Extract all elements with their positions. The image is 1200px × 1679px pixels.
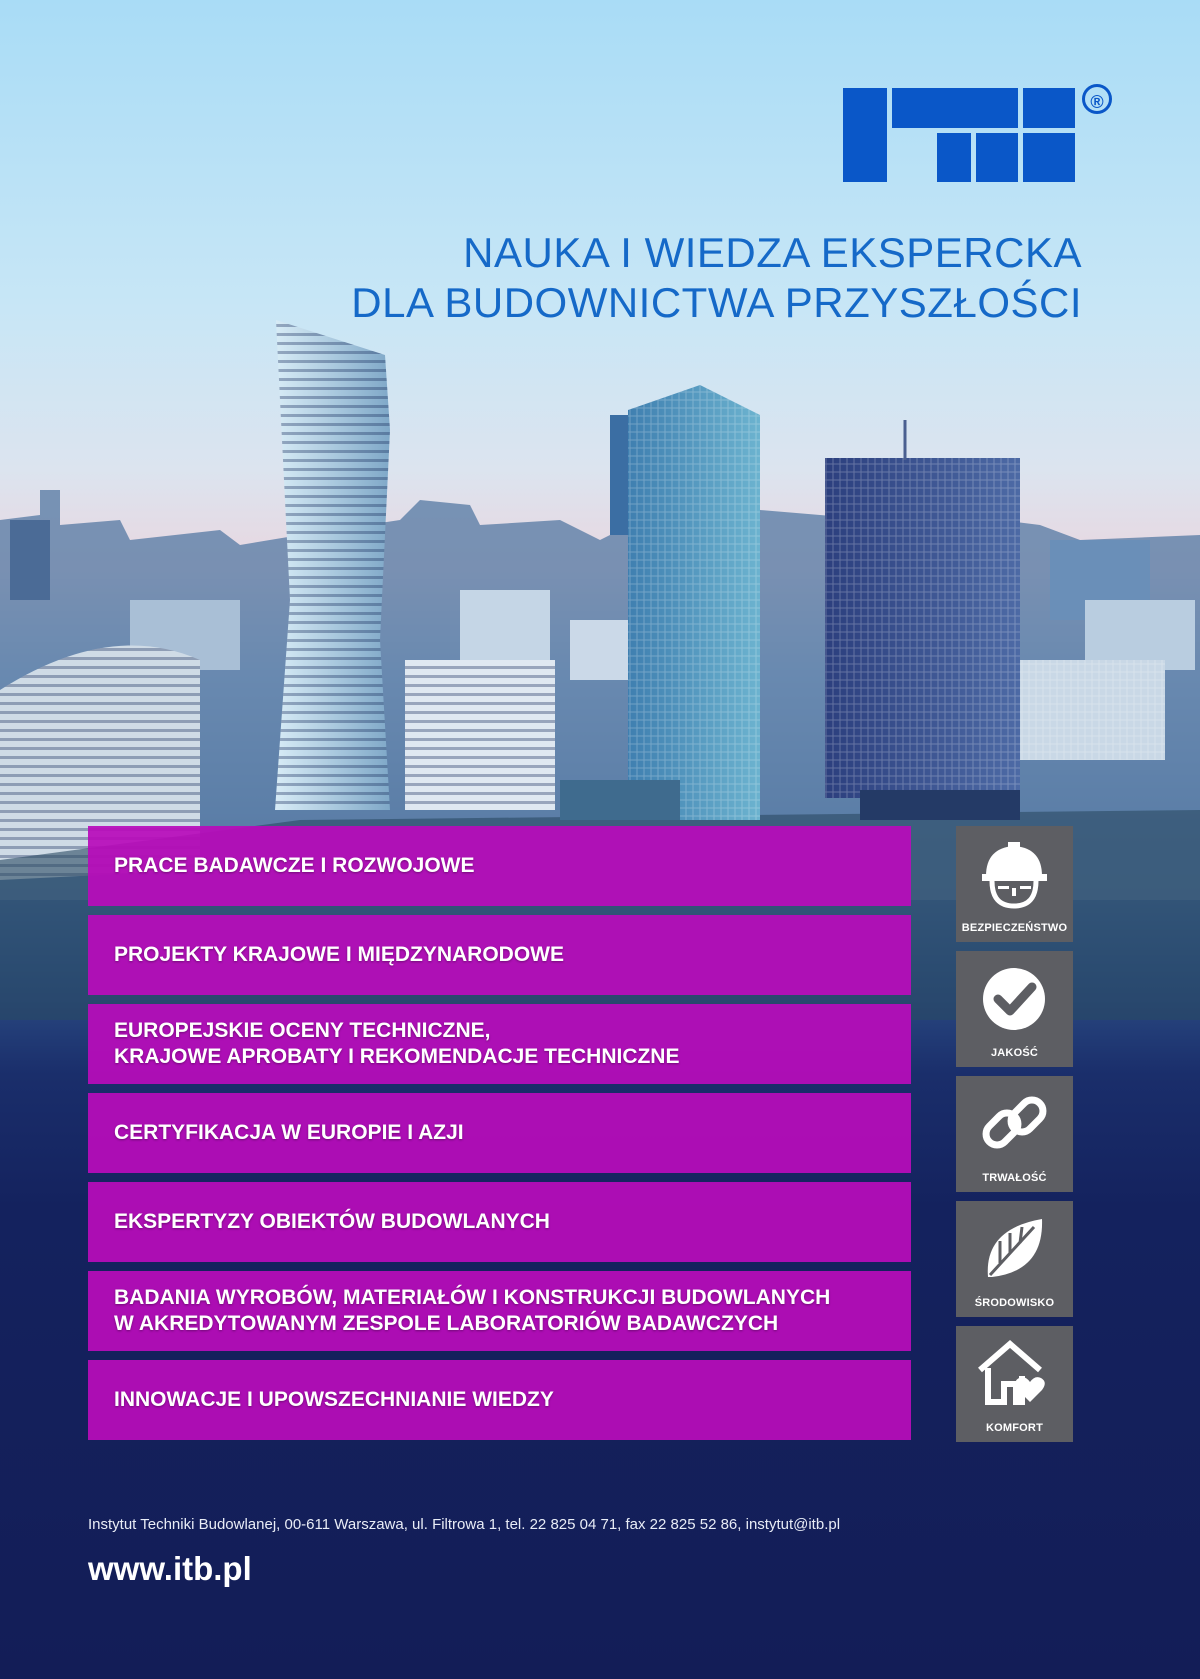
registered-trademark-mark: ® [1082, 84, 1112, 114]
headline-line-1: NAUKA I WIEDZA EKSPERCKA [463, 229, 1082, 276]
service-item-testing [88, 1271, 911, 1351]
service-item-projects [88, 915, 911, 995]
service-label: PRACE BADAWCZE I ROZWOJOWE [114, 854, 475, 877]
hard-hat-icon [978, 836, 1051, 909]
service-item-expertise [88, 1182, 911, 1262]
value-tile-quality [956, 951, 1073, 1067]
value-label: BEZPIECZEŃSTWO [961, 922, 1068, 934]
service-label: PROJEKTY KRAJOWE I MIĘDZYNARODOWE [114, 943, 564, 966]
value-label: TRWAŁOŚĆ [982, 1172, 1047, 1184]
value-tile-environment [956, 1201, 1073, 1317]
service-item-technical-assessments [88, 1004, 911, 1084]
value-tile-durability [956, 1076, 1073, 1192]
service-label-line-2: KRAJOWE APROBATY I REKOMENDACJE TECHNICZNE [114, 1045, 680, 1068]
service-item-innovation [88, 1360, 911, 1440]
value-label: ŚRODOWISKO [974, 1297, 1055, 1309]
leaf-icon [978, 1211, 1051, 1284]
service-label: BADANIA WYROBÓW, MATERIAŁÓW I KONSTRUKCJI BUDOWLANYCH [114, 1286, 831, 1309]
values-column [956, 826, 1073, 1451]
home-heart-icon [978, 1336, 1051, 1409]
value-label: JAKOŚĆ [990, 1047, 1039, 1059]
website-link[interactable]: www.itb.pl [88, 1550, 252, 1587]
service-label-line-2: W AKREDYTOWANYM ZESPOLE LABORATORIÓW BADAWCZYCH [114, 1312, 779, 1335]
service-item-certification [88, 1093, 911, 1173]
services-list [88, 826, 911, 1449]
footer-address: Instytut Techniki Budowlanej, 00-611 Warszawa, ul. Filtrowa 1, tel. 22 825 04 71, fax 22 825 52 86, instytut@itb.pl [88, 1516, 841, 1533]
value-tile-comfort [956, 1326, 1073, 1442]
service-label: INNOWACJE I UPOWSZECHNIANIE WIEDZY [114, 1388, 554, 1411]
itb-logo [843, 88, 1075, 182]
headline [351, 228, 1082, 328]
chain-link-icon [978, 1086, 1051, 1159]
headline-line-2: DLA BUDOWNICTWA PRZYSZŁOŚCI [351, 279, 1082, 326]
service-label: EUROPEJSKIE OCENY TECHNICZNE, [114, 1019, 491, 1042]
service-label: CERTYFIKACJA W EUROPIE I AZJI [114, 1121, 464, 1144]
service-item-research [88, 826, 911, 906]
checkmark-icon [978, 961, 1051, 1034]
value-tile-safety [956, 826, 1073, 942]
value-label: KOMFORT [985, 1422, 1043, 1434]
service-label: EKSPERTYZY OBIEKTÓW BUDOWLANYCH [114, 1210, 550, 1233]
